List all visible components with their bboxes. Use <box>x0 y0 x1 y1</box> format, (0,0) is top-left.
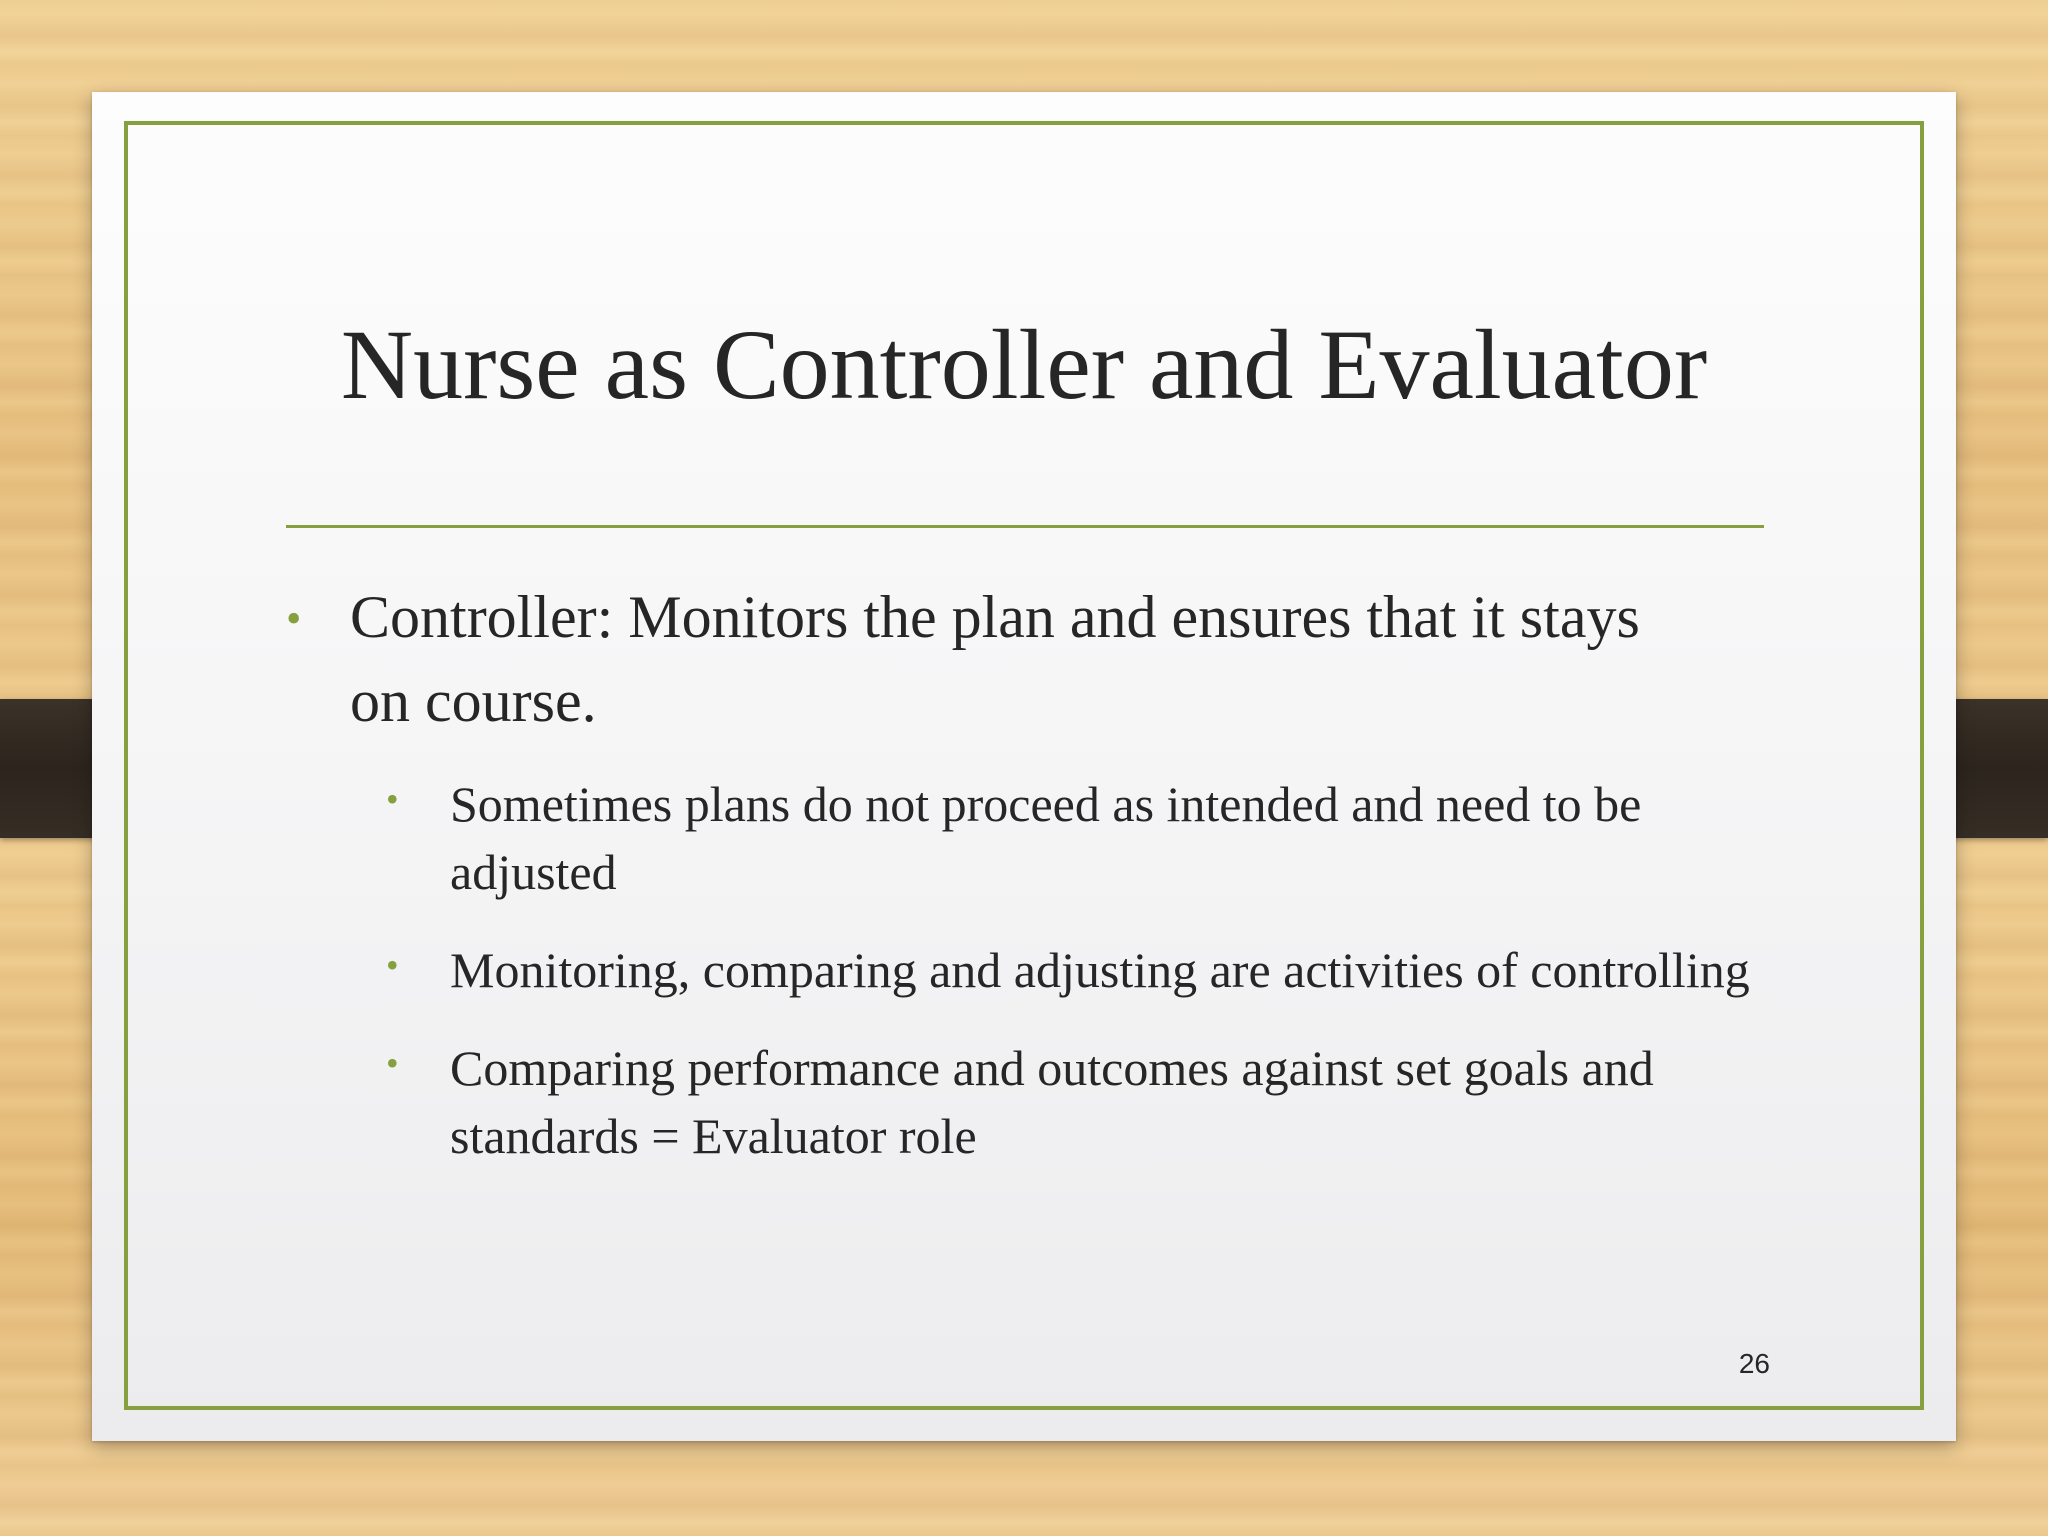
sub-bullet-text: Sometimes plans do not proceed as intended and need to be adjusted <box>450 776 1642 900</box>
slide-page-number: 26 <box>1738 1348 1770 1379</box>
sub-bullet-item <box>386 770 1756 906</box>
sub-bullet-item <box>386 936 1756 1004</box>
bullet-text: Controller: Monitors the plan and ensures that it stays on course. <box>350 584 1640 734</box>
sub-bullet-dot-icon: • <box>386 1043 399 1083</box>
title-divider <box>286 525 1764 528</box>
slide-title: Nurse as Controller and Evaluator <box>340 309 1708 420</box>
bullet-dot-icon: • <box>286 594 302 643</box>
sub-bullet-list <box>386 770 1756 1200</box>
sub-bullet-dot-icon: • <box>386 779 399 819</box>
sub-bullet-dot-icon: • <box>386 945 399 985</box>
sub-bullet-item <box>386 1034 1756 1170</box>
sub-bullet-text: Monitoring, comparing and adjusting are activities of controlling <box>450 942 1750 998</box>
sub-bullet-text: Comparing performance and outcomes against set goals and standards = Evaluator role <box>450 1040 1654 1164</box>
